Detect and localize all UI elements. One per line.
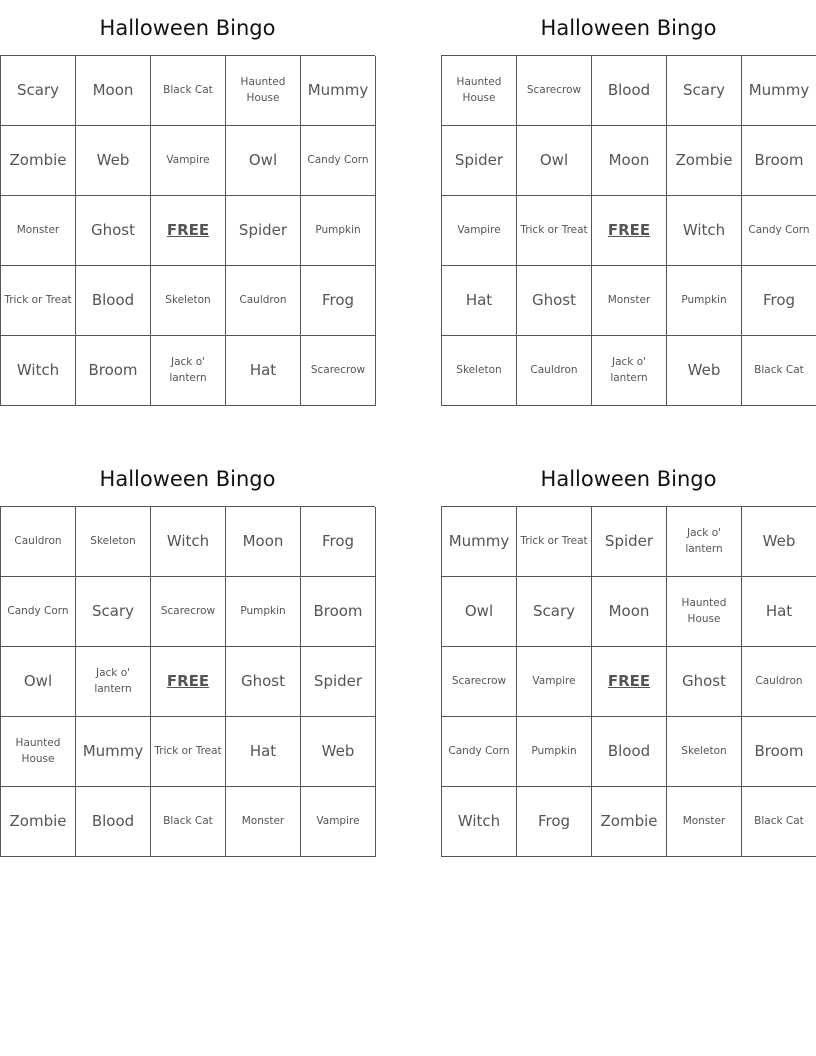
bingo-cell: Owl [442,577,517,647]
bingo-cell: Scarecrow [517,56,592,126]
bingo-cell: Skeleton [76,507,151,577]
bingo-cell: Candy Corn [1,577,76,647]
bingo-cell: Jack o' lantern [76,647,151,717]
bingo-cell: Mummy [76,717,151,787]
card-title: Halloween Bingo [540,16,717,40]
free-space: FREE [151,196,226,266]
bingo-cell: Hat [226,336,301,406]
bingo-cell: Trick or Treat [517,507,592,577]
card-title: Halloween Bingo [99,16,276,40]
bingo-cell: Pumpkin [226,577,301,647]
bingo-cell: Scarecrow [442,647,517,717]
bingo-cell: Moon [76,56,151,126]
bingo-cell: Ghost [76,196,151,266]
bingo-cell: Scary [76,577,151,647]
bingo-grid [441,55,816,406]
bingo-cell: Hat [226,717,301,787]
bingo-cell: Mummy [442,507,517,577]
bingo-cell: Moon [592,577,667,647]
bingo-cell: Zombie [1,126,76,196]
bingo-cell: Broom [742,717,816,787]
bingo-cell: Blood [592,56,667,126]
bingo-cell: Candy Corn [742,196,816,266]
bingo-cell: Blood [592,717,667,787]
bingo-cell: Pumpkin [517,717,592,787]
bingo-cell: Broom [742,126,816,196]
bingo-cell: Monster [1,196,76,266]
bingo-cell: Candy Corn [301,126,376,196]
bingo-cell: Skeleton [442,336,517,406]
bingo-cell: Mummy [301,56,376,126]
bingo-cell: Witch [1,336,76,406]
bingo-card-3 [0,451,375,857]
bingo-cell: Scary [517,577,592,647]
bingo-cell: Frog [301,266,376,336]
bingo-cell: Zombie [592,787,667,857]
bingo-cell: Ghost [226,647,301,717]
bingo-cell: Vampire [517,647,592,717]
bingo-cell: Witch [667,196,742,266]
card-title: Halloween Bingo [540,467,717,491]
bingo-cell: Web [76,126,151,196]
bingo-card-1 [0,0,375,406]
bingo-cell: Zombie [667,126,742,196]
bingo-grid [441,506,816,857]
bingo-cell: Hat [442,266,517,336]
free-space: FREE [592,647,667,717]
bingo-cell: Witch [151,507,226,577]
bingo-cell: Scary [667,56,742,126]
bingo-cell: Owl [1,647,76,717]
bingo-grid [0,55,375,406]
bingo-cell: Black Cat [151,56,226,126]
bingo-cell: Spider [226,196,301,266]
bingo-grid [0,506,375,857]
free-space: FREE [151,647,226,717]
bingo-cell: Moon [226,507,301,577]
bingo-cell: Blood [76,787,151,857]
bingo-cell: Web [301,717,376,787]
bingo-cell: Zombie [1,787,76,857]
bingo-cell: Witch [442,787,517,857]
bingo-cell: Monster [592,266,667,336]
bingo-card-4 [441,451,816,857]
bingo-cell: Skeleton [667,717,742,787]
bingo-cell: Haunted House [442,56,517,126]
bingo-card-2 [441,0,816,406]
bingo-cell: Owl [226,126,301,196]
bingo-cell: Mummy [742,56,816,126]
bingo-cell: Cauldron [1,507,76,577]
bingo-cell: Spider [301,647,376,717]
bingo-cell: Black Cat [742,336,816,406]
bingo-cell: Haunted House [667,577,742,647]
free-space: FREE [592,196,667,266]
bingo-cell: Web [742,507,816,577]
bingo-cell: Trick or Treat [151,717,226,787]
bingo-cell: Black Cat [742,787,816,857]
bingo-cell: Ghost [667,647,742,717]
bingo-cell: Vampire [301,787,376,857]
bingo-cell: Scary [1,56,76,126]
bingo-cell: Vampire [151,126,226,196]
bingo-cell: Cauldron [517,336,592,406]
bingo-cell: Jack o' lantern [151,336,226,406]
bingo-cell: Broom [301,577,376,647]
bingo-cell: Hat [742,577,816,647]
bingo-cell: Web [667,336,742,406]
bingo-cell: Vampire [442,196,517,266]
card-title: Halloween Bingo [99,467,276,491]
bingo-cell: Skeleton [151,266,226,336]
bingo-cell: Monster [226,787,301,857]
bingo-cell: Pumpkin [667,266,742,336]
bingo-cell: Jack o' lantern [592,336,667,406]
bingo-cell: Owl [517,126,592,196]
bingo-cell: Frog [742,266,816,336]
bingo-cell: Ghost [517,266,592,336]
bingo-cell: Haunted House [1,717,76,787]
bingo-cell: Scarecrow [301,336,376,406]
bingo-cell: Scarecrow [151,577,226,647]
bingo-cell: Spider [442,126,517,196]
bingo-cell: Frog [517,787,592,857]
bingo-cell: Monster [667,787,742,857]
bingo-cell: Jack o' lantern [667,507,742,577]
bingo-cell: Trick or Treat [1,266,76,336]
bingo-cell: Pumpkin [301,196,376,266]
bingo-cell: Blood [76,266,151,336]
bingo-cell: Moon [592,126,667,196]
bingo-cell: Haunted House [226,56,301,126]
bingo-cell: Cauldron [226,266,301,336]
bingo-cell: Trick or Treat [517,196,592,266]
bingo-cell: Spider [592,507,667,577]
bingo-cell: Cauldron [742,647,816,717]
bingo-cell: Broom [76,336,151,406]
bingo-cell: Black Cat [151,787,226,857]
bingo-cell: Candy Corn [442,717,517,787]
bingo-cell: Frog [301,507,376,577]
